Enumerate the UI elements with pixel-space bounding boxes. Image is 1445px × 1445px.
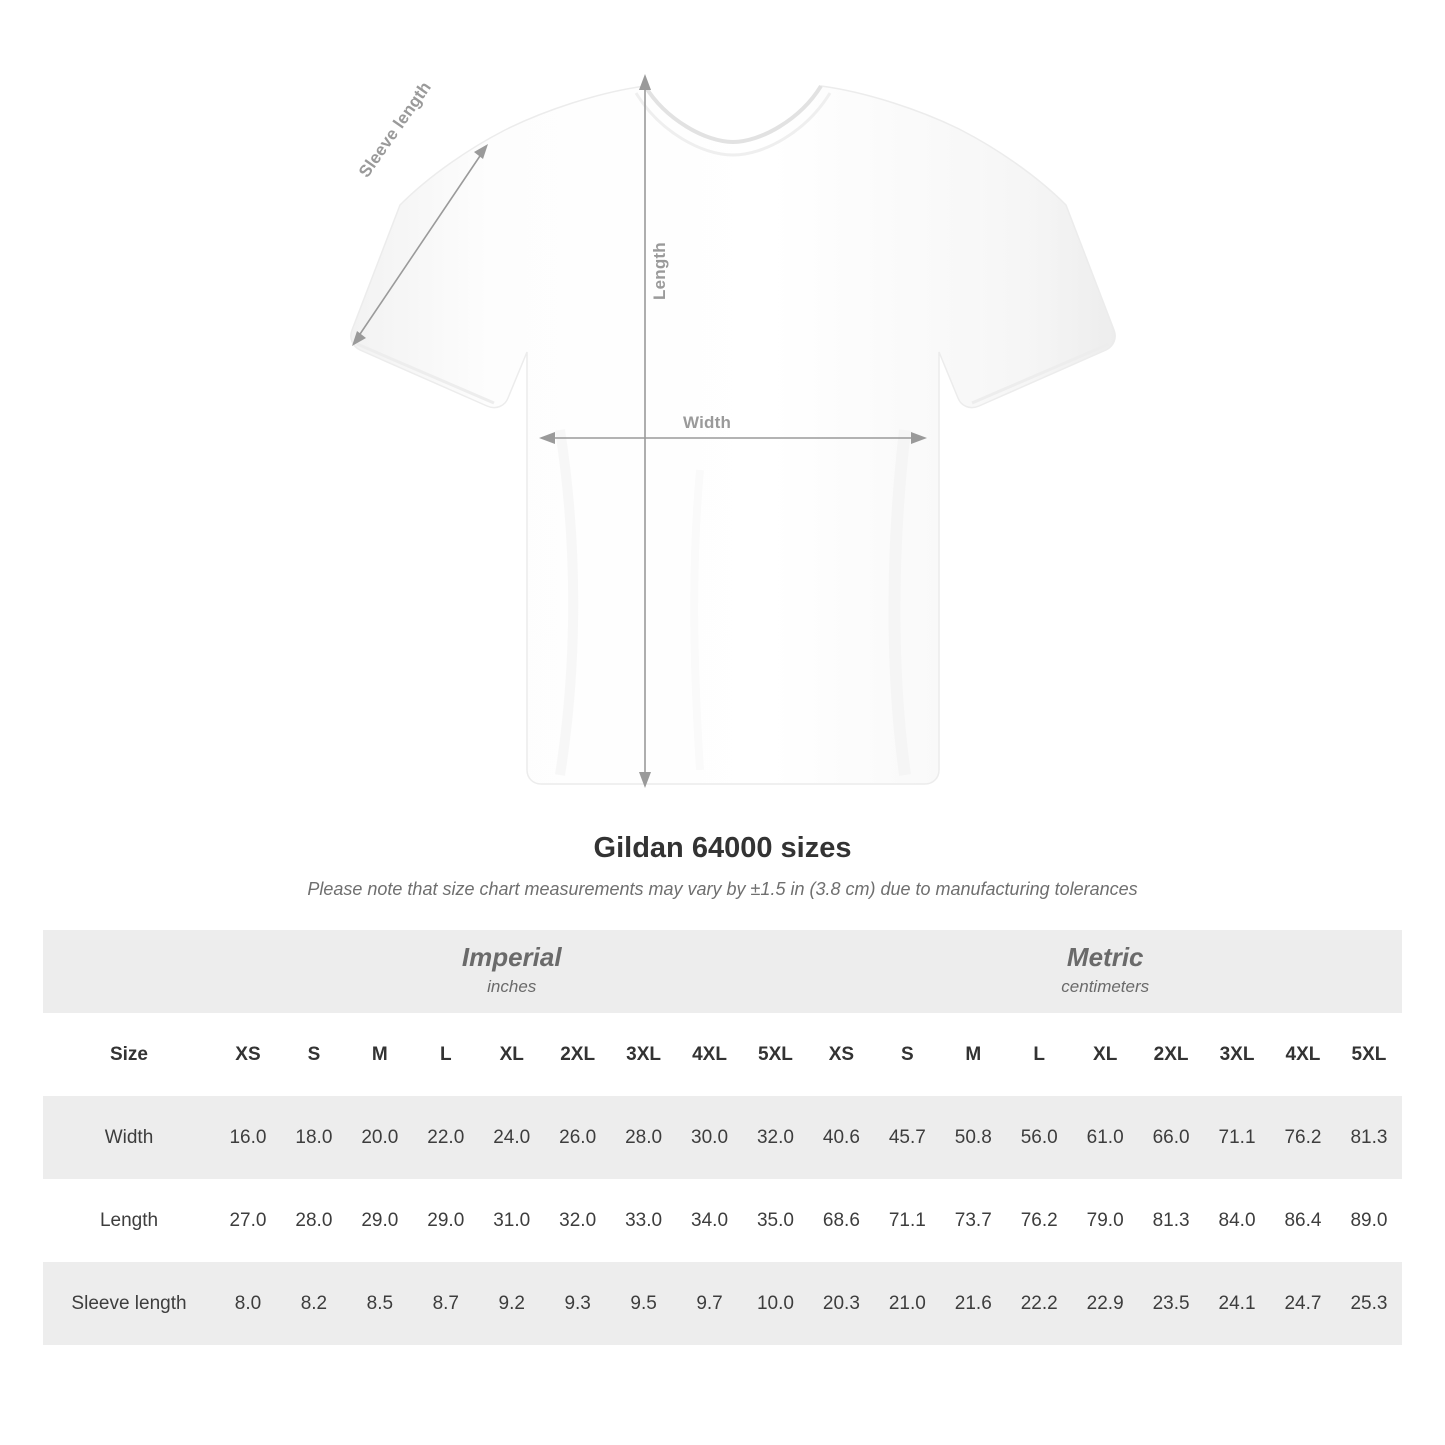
row-header-width: Width: [43, 1096, 215, 1179]
length-cell: 27.0: [215, 1179, 281, 1262]
size-cell: 3XL: [611, 1013, 677, 1096]
sleeve-cell: 25.3: [1336, 1262, 1402, 1345]
length-cell: 86.4: [1270, 1179, 1336, 1262]
size-cell: 2XL: [1138, 1013, 1204, 1096]
tshirt-shape: [351, 86, 1115, 784]
length-cell: 34.0: [677, 1179, 743, 1262]
table-row-sleeve-length: [43, 1262, 1402, 1345]
length-cell: 84.0: [1204, 1179, 1270, 1262]
unit-name-metric: Metric: [1066, 941, 1144, 972]
sleeve-cell: 24.1: [1204, 1262, 1270, 1345]
size-cell: L: [1006, 1013, 1072, 1096]
width-cell: 18.0: [281, 1096, 347, 1179]
unit-name-imperial: Imperial: [461, 941, 562, 972]
size-cell: 5XL: [1336, 1013, 1402, 1096]
width-cell: 76.2: [1270, 1096, 1336, 1179]
length-cell: 89.0: [1336, 1179, 1402, 1262]
width-cell: 61.0: [1072, 1096, 1138, 1179]
sleeve-cell: 22.2: [1006, 1262, 1072, 1345]
size-cell: M: [347, 1013, 413, 1096]
length-cell: 35.0: [743, 1179, 809, 1262]
unit-header-row: [43, 930, 1402, 1013]
sleeve-cell: 8.5: [347, 1262, 413, 1345]
length-cell: 31.0: [479, 1179, 545, 1262]
width-cell: 50.8: [940, 1096, 1006, 1179]
size-cell: XL: [1072, 1013, 1138, 1096]
sleeve-cell: 22.9: [1072, 1262, 1138, 1345]
unit-sub-imperial: inches: [487, 976, 537, 996]
sleeve-cell: 8.0: [215, 1262, 281, 1345]
length-cell: 68.6: [808, 1179, 874, 1262]
length-cell: 32.0: [545, 1179, 611, 1262]
size-table: [43, 930, 1402, 1345]
length-cell: 33.0: [611, 1179, 677, 1262]
sleeve-cell: 21.6: [940, 1262, 1006, 1345]
width-cell: 28.0: [611, 1096, 677, 1179]
width-cell: 16.0: [215, 1096, 281, 1179]
sleeve-cell: 9.3: [545, 1262, 611, 1345]
length-cell: 73.7: [940, 1179, 1006, 1262]
title-block: [0, 832, 1445, 900]
size-cell: S: [874, 1013, 940, 1096]
length-cell: 28.0: [281, 1179, 347, 1262]
width-cell: 30.0: [677, 1096, 743, 1179]
width-cell: 32.0: [743, 1096, 809, 1179]
sleeve-cell: 9.2: [479, 1262, 545, 1345]
length-cell: 71.1: [874, 1179, 940, 1262]
width-cell: 22.0: [413, 1096, 479, 1179]
width-cell: 71.1: [1204, 1096, 1270, 1179]
width-cell: 45.7: [874, 1096, 940, 1179]
length-cell: 29.0: [413, 1179, 479, 1262]
sleeve-cell: 21.0: [874, 1262, 940, 1345]
width-cell: 66.0: [1138, 1096, 1204, 1179]
sleeve-cell: 10.0: [743, 1262, 809, 1345]
row-header-size: Size: [43, 1013, 215, 1096]
unit-header-corner: [43, 930, 215, 1013]
unit-header-metric: [808, 930, 1402, 1013]
row-header-sleeve-length: Sleeve length: [43, 1262, 215, 1345]
length-cell: 81.3: [1138, 1179, 1204, 1262]
unit-sub-metric: centimeters: [1061, 976, 1150, 996]
size-table-wrapper: [0, 930, 1445, 1345]
size-cell: XS: [215, 1013, 281, 1096]
length-label: Length: [650, 242, 669, 300]
sleeve-cell: 23.5: [1138, 1262, 1204, 1345]
width-cell: 26.0: [545, 1096, 611, 1179]
size-cell: XL: [479, 1013, 545, 1096]
table-row-size: [43, 1013, 1402, 1096]
size-cell: 2XL: [545, 1013, 611, 1096]
width-cell: 20.0: [347, 1096, 413, 1179]
size-cell: M: [940, 1013, 1006, 1096]
sleeve-cell: 9.5: [611, 1262, 677, 1345]
size-cell: XS: [808, 1013, 874, 1096]
sleeve-cell: 20.3: [808, 1262, 874, 1345]
sleeve-cell: 9.7: [677, 1262, 743, 1345]
unit-header-imperial: [215, 930, 808, 1013]
table-row-length: [43, 1179, 1402, 1262]
tolerance-note: Please note that size chart measurements may vary by ±1.5 in (3.8 cm) due to manufacturing tolerances: [307, 879, 1138, 899]
size-cell: S: [281, 1013, 347, 1096]
size-cell: 5XL: [743, 1013, 809, 1096]
sleeve-cell: 8.2: [281, 1262, 347, 1345]
width-cell: 40.6: [808, 1096, 874, 1179]
sleeve-length-label: Sleeve length: [355, 78, 435, 181]
width-cell: 81.3: [1336, 1096, 1402, 1179]
size-cell: 3XL: [1204, 1013, 1270, 1096]
row-header-length: Length: [43, 1179, 215, 1262]
sleeve-cell: 24.7: [1270, 1262, 1336, 1345]
sleeve-cell: 8.7: [413, 1262, 479, 1345]
width-cell: 24.0: [479, 1096, 545, 1179]
page-title: Gildan 64000 sizes: [593, 832, 852, 864]
table-row-width: [43, 1096, 1402, 1179]
size-cell: L: [413, 1013, 479, 1096]
size-cell: 4XL: [677, 1013, 743, 1096]
size-cell: 4XL: [1270, 1013, 1336, 1096]
length-cell: 79.0: [1072, 1179, 1138, 1262]
width-cell: 56.0: [1006, 1096, 1072, 1179]
width-label: Width: [683, 413, 732, 432]
length-cell: 29.0: [347, 1179, 413, 1262]
length-cell: 76.2: [1006, 1179, 1072, 1262]
